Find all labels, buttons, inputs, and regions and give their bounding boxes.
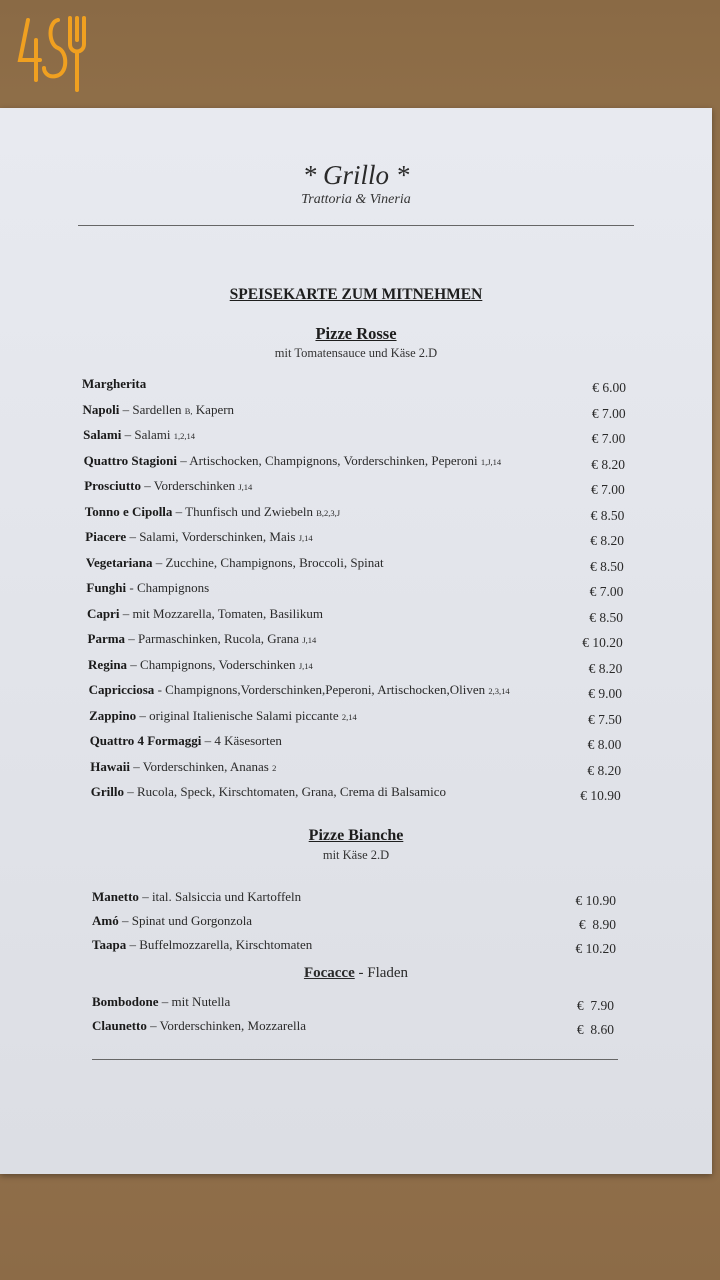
menu-item: [82, 376, 146, 392]
section-subheading-pizze-rosse: mit Tomatensauce und Käse 2.D: [274, 346, 438, 360]
menu-item-description: – Buffelmozzarella, Kirschtomaten: [126, 937, 313, 952]
menu-item-name: Tonno e Cipolla: [84, 503, 173, 519]
menu-item: [92, 994, 230, 1010]
menu-item-name: Margherita: [82, 376, 147, 391]
menu-item-price: € 10.20: [575, 941, 616, 956]
menu-item-allergens: B,: [184, 405, 193, 416]
menu-item: [86, 555, 384, 571]
menu-item-price: € 8.20: [591, 456, 626, 472]
menu-item-name: Capricciosa: [88, 682, 155, 697]
menu-item-name: Grillo: [90, 784, 125, 799]
menu-item-price: € 10.90: [575, 893, 616, 908]
menu-item-description: - Champignons: [126, 580, 210, 595]
menu-item: [92, 913, 252, 929]
menu-item-price: € 7.00: [591, 431, 626, 446]
menu-item-allergens: 1,2,14: [173, 431, 195, 441]
menu-item: [86, 580, 209, 596]
menu-item-allergens: J,14: [298, 660, 313, 671]
menu-item-description: – Zucchine, Champignons, Broccoli, Spinat: [152, 554, 384, 570]
menu-item-price: € 8.20: [587, 762, 622, 778]
menu-item-description: - Champignons,Vorderschinken,Peperoni, Artischocken,Oliven: [154, 682, 489, 697]
menu-item-description: – Champignons, Voderschinken: [127, 656, 299, 672]
menu-item: [85, 504, 340, 520]
menu-item-price: € 8.60: [576, 1022, 614, 1037]
menu-item: [92, 889, 301, 905]
menu-item-name: Claunetto: [92, 1018, 147, 1033]
menu-item-price: € 10.90: [580, 788, 621, 803]
menu-item-name: Salami: [83, 427, 122, 442]
menu-item-name: Taapa: [92, 937, 127, 952]
menu-item-name: Quattro Stagioni: [83, 452, 177, 468]
menu-item: [92, 1018, 306, 1034]
menu-item: [85, 529, 312, 545]
restaurant-subtitle: Trattoria & Vineria: [301, 192, 411, 207]
menu-item-price: € 9.00: [588, 686, 623, 701]
footer-divider: [92, 1059, 618, 1060]
menu-item-description: – 4 Käsesorten: [201, 733, 282, 748]
restaurant-logo-icon: [14, 10, 94, 94]
menu-item-name: Regina: [88, 656, 128, 672]
menu-item: [88, 631, 317, 647]
menu-item-price: € 10.20: [582, 635, 623, 650]
menu-item-name: Capri: [86, 605, 120, 621]
menu-item-description: – Vorderschinken: [141, 478, 239, 493]
menu-item-allergens: J,14: [298, 533, 313, 543]
menu-item-name: Manetto: [92, 889, 139, 904]
menu-item-price: € 7.50: [587, 711, 622, 727]
menu-item-allergens: J,14: [302, 635, 317, 645]
menu-item-description: – Rucola, Speck, Kirschtomaten, Grana, Crema di Balsamico: [124, 784, 447, 799]
menu-item: [87, 606, 323, 622]
menu-item: [92, 937, 312, 953]
menu-item-allergens: J,14: [238, 482, 253, 492]
menu-item-allergens: 2,14: [341, 711, 357, 722]
menu-item-allergens: B,2,3,J: [316, 507, 341, 518]
menu-item: [89, 708, 357, 724]
menu-item-price: € 8.50: [590, 507, 625, 523]
menu-item-name: Bombodone: [92, 994, 159, 1009]
section-subheading-pizze-bianche: mit Käse 2.D: [322, 848, 390, 862]
section-heading-pizze-rosse: Pizze Rosse: [315, 324, 397, 343]
menu-item: [90, 733, 282, 749]
menu-item-name: Quattro 4 Formaggi: [89, 733, 202, 748]
header-divider: [78, 225, 634, 226]
focacce-suffix: - Fladen: [354, 965, 409, 981]
menu-item-description: – Salami: [121, 427, 174, 442]
menu-item-name: Hawaii: [90, 758, 130, 774]
menu-item-description: – Parmaschinken, Rucola, Grana: [125, 631, 303, 646]
menu-item-description: – mit Nutella: [158, 994, 231, 1009]
menu-item: [91, 784, 446, 800]
menu-item-price: € 7.00: [589, 584, 624, 599]
menu-item: [89, 682, 510, 698]
menu-item: [90, 759, 276, 775]
menu-item: [83, 402, 235, 418]
menu-item-name: Zappino: [89, 707, 137, 723]
menu-item-name: Amó: [92, 913, 119, 928]
menu-item-name: Vegetariana: [85, 554, 153, 570]
menu-item-price: € 7.90: [576, 998, 614, 1013]
menu-item-price: € 8.20: [590, 533, 625, 548]
menu-item-description: – Sardellen: [119, 401, 185, 417]
menu-item-description: – Thunfisch und Zwiebeln: [172, 503, 317, 519]
menu-item-description: – Spinat und Gorgonzola: [118, 913, 253, 928]
menu-item-price: € 8.50: [589, 558, 624, 574]
menu-item-price: € 8.20: [588, 660, 623, 676]
menu-item-description: – Vorderschinken, Mozzarella: [146, 1018, 306, 1033]
menu-item-price: € 6.00: [592, 380, 626, 395]
menu-item-name: Piacere: [85, 529, 127, 544]
menu-item-description: – ital. Salsiccia und Kartoffeln: [138, 889, 302, 904]
menu-item-price: € 7.00: [590, 482, 625, 497]
menu-item-description: – Salami, Vorderschinken, Mais: [126, 529, 299, 544]
menu-item-name: Prosciutto: [84, 478, 141, 493]
menu-item-description: – Artischocken, Champignons, Vorderschinken, Peperoni: [176, 452, 481, 468]
menu-item-price: € 8.90: [578, 917, 616, 932]
menu-item-price: € 8.00: [587, 737, 622, 752]
menu-item: [84, 453, 502, 469]
menu-item-allergens: 1,J,14: [480, 456, 502, 467]
menu-item-name: Parma: [87, 631, 126, 646]
menu-item-description: – Vorderschinken, Ananas: [129, 758, 273, 774]
menu-item-name: Napoli: [82, 401, 120, 417]
menu-item: [88, 657, 313, 673]
menu-item-price: € 8.50: [589, 609, 624, 625]
menu-item-description-extra: Kapern: [192, 401, 235, 417]
menu-item-description: – mit Mozzarella, Tomaten, Basilikum: [119, 605, 323, 621]
section-heading-pizze-bianche: Pizze Bianche: [308, 827, 404, 844]
restaurant-title: * Grillo *: [302, 160, 410, 190]
menu-item: [83, 427, 195, 443]
menu-item-price: € 7.00: [591, 405, 626, 421]
menu-item-description: – original Italienische Salami piccante: [136, 707, 342, 723]
menu-title: SPEISEKARTE ZUM MITNEHMEN: [229, 286, 483, 303]
section-heading-focacce: [0, 965, 712, 982]
focacce-title: Focacce: [303, 965, 355, 981]
menu-item-name: Funghi: [86, 580, 127, 595]
menu-item-allergens: 2: [272, 762, 277, 773]
menu-item: [84, 478, 252, 494]
menu-item-allergens: 2,3,14: [488, 686, 510, 696]
menu-paper: [0, 108, 712, 1174]
